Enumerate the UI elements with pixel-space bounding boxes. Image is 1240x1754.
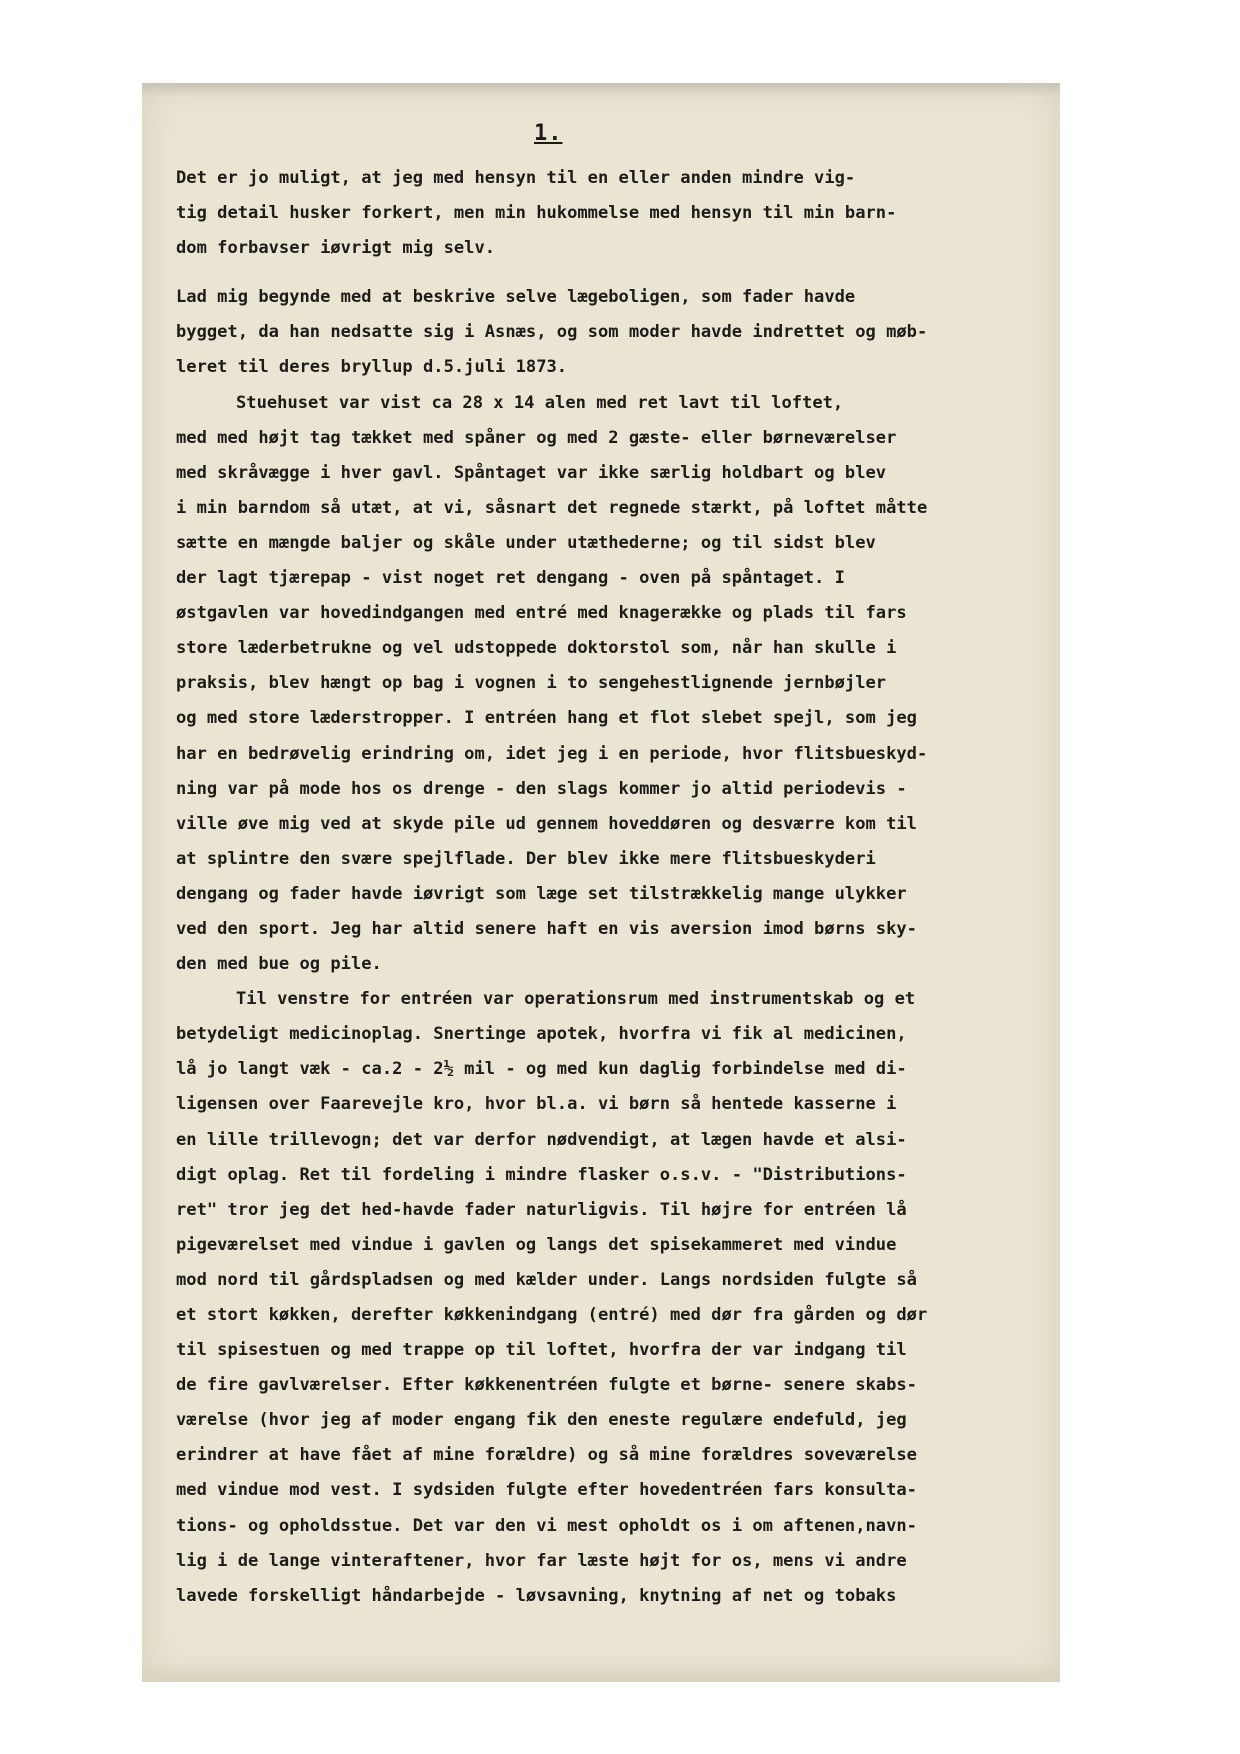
text-line: lå jo langt væk - ca.2 - 2½ mil - og med kun daglig forbindelse med di- [176, 1059, 907, 1080]
text-line: en lille trillevogn; det var derfor nødvendigt, at lægen havde et alsi- [176, 1129, 907, 1150]
text-line: ret" tror jeg det hed-havde fader naturligvis. Til højre for entréen lå [176, 1199, 907, 1220]
text-line: lavede forskelligt håndarbejde - løvsavning, knytning af net og tobaks [176, 1585, 897, 1606]
page-number: 1. [534, 121, 563, 146]
text-line: bygget, da han nedsatte sig i Asnæs, og som moder havde indrettet og møb- [176, 322, 928, 343]
page-body-text [176, 161, 1056, 1614]
text-line: den med bue og pile. [176, 954, 382, 975]
text-line: tions- og opholdsstue. Det var den vi mest opholdt os i om aftenen,navn- [176, 1515, 917, 1536]
text-line: dengang og fader havde iøvrigt som læge set tilstrækkelig mange ulykker [176, 883, 907, 904]
text-line: store læderbetrukne og vel udstoppede doktorstol som, når han skulle i [176, 638, 897, 659]
text-line: erindrer at have fået af mine forældre) og så mine forældres soveværelse [176, 1445, 917, 1466]
text-line: i min barndom så utæt, at vi, såsnart det regnede stærkt, på loftet måtte [176, 497, 928, 518]
text-line: ville øve mig ved at skyde pile ud gennem hoveddøren og desværre kom til [176, 813, 917, 834]
text-line: praksis, blev hængt op bag i vognen i to sengehestlignende jernbøjler [176, 673, 887, 694]
text-line: digt oplag. Ret til fordeling i mindre flasker o.s.v. - "Distributions- [176, 1164, 907, 1185]
text-line: dom forbavser iøvrigt mig selv. [176, 238, 496, 259]
text-line: et stort køkken, derefter køkkenindgang (entré) med dør fra gården og dør [176, 1305, 928, 1325]
text-line: og med store læderstropper. I entréen hang et flot slebet spejl, som jeg [176, 708, 917, 729]
page-bottom-shadow [142, 1662, 1060, 1682]
paragraph [176, 161, 1056, 266]
text-line: tig detail husker forkert, men min hukommelse med hensyn til min barn- [176, 203, 897, 224]
text-line: østgavlen var hovedindgangen med entré med knagerække og plads til fars [176, 603, 907, 624]
text-line: Til venstre for entréen var operationsrum med instrumentskab og et [236, 989, 916, 1010]
text-line: med vindue mod vest. I sydsiden fulgte efter hovedentréen fars konsulta- [176, 1480, 917, 1501]
text-line: lig i de lange vinteraftener, hvor far læste højt for os, mens vi andre [176, 1550, 907, 1571]
paragraph [176, 280, 1056, 385]
text-line: har en bedrøvelig erindring om, idet jeg i en periode, hvor flitsbueskyd- [176, 743, 928, 764]
text-line: Det er jo muligt, at jeg med hensyn til en eller anden mindre vig- [176, 168, 856, 188]
text-line: der lagt tjærepap - vist noget ret dengang - oven på spåntaget. I [176, 568, 845, 589]
text-line: betydeligt medicinoplag. Snertinge apotek, hvorfra vi fik al medicinen, [176, 1024, 907, 1045]
text-line: værelse (hvor jeg af moder engang fik den eneste regulære endefuld, jeg [176, 1410, 907, 1431]
text-line: Stuehuset var vist ca 28 x 14 alen med ret lavt til loftet, [236, 392, 844, 413]
text-line: de fire gavlværelser. Efter køkkenentréen fulgte et børne- senere skabs- [176, 1375, 917, 1396]
text-line: Lad mig begynde med at beskrive selve lægeboligen, som fader havde [176, 287, 856, 308]
paragraph [176, 386, 1056, 983]
text-line: at splintre den svære spejlflade. Der blev ikke mere flitsbueskyderi [176, 848, 876, 869]
paragraph-gap [176, 266, 1056, 280]
paragraph [176, 982, 1056, 1614]
page-top-shadow [142, 83, 1060, 97]
text-line: til spisestuen og med trappe op til loftet, hvorfra der var indgang til [176, 1340, 907, 1361]
text-line: sætte en mængde baljer og skåle under utæthederne; og til sidst blev [176, 532, 876, 553]
text-line: med med højt tag tækket med spåner og med 2 gæste- eller børneværelser [176, 427, 897, 448]
text-line: ning var på mode hos os drenge - den slags kommer jo altid periodevis - [176, 778, 907, 799]
text-line: med skråvægge i hver gavl. Spåntaget var ikke særlig holdbart og blev [176, 462, 887, 483]
text-line: mod nord til gårdspladsen og med kælder under. Langs nordsiden fulgte så [176, 1269, 917, 1290]
text-line: leret til deres bryllup d.5.juli 1873. [176, 357, 568, 378]
typewritten-page [142, 83, 1060, 1682]
text-line: pigeværelset med vindue i gavlen og langs det spisekammeret med vindue [176, 1234, 897, 1255]
text-line: ligensen over Faarevejle kro, hvor bl.a. vi børn så hentede kasserne i [176, 1094, 897, 1115]
text-line: ved den sport. Jeg har altid senere haft en vis aversion imod børns sky- [176, 918, 917, 939]
